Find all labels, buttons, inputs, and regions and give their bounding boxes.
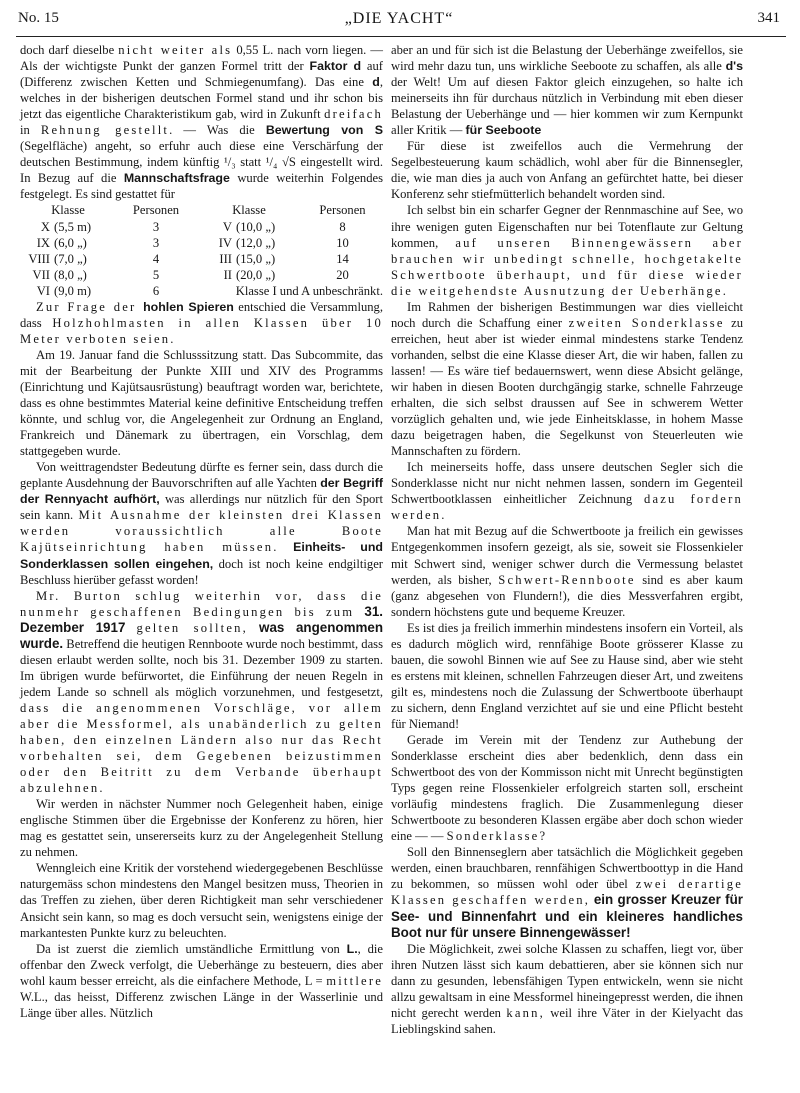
- paragraph: Gerade im Verein mit der Tendenz zur Authebung der Sonderklasse erscheint dies aber bedenklich, denn dass ein Schwertboot des von der Kommisson nicht mit Unrecht begünstigten Typs gegen reine Flossenkieler erfolgreich starten soll, erscheint vorläufig mindestens fraglich. Die Zusammenlegung dieser Schwertboote zu besonderen Klassen ergäbe aber doch schon wieder eine — — Sonderklasse?: [391, 733, 743, 844]
- page-number: 341: [757, 10, 780, 26]
- paragraph: Da ist zuerst die ziemlich umständliche Ermittlung von L., die offenbar den Zweck verfolgt, die Ueberhänge zu besteuern, dies aber wohl kaum besser erreicht, als die einfachere Methode, L = mittlere W.L., das heisst, Differenz zwischen Länge in der Wasserlinie und Länge über alles. Nützlich: [20, 941, 384, 1020]
- paragraph: Mr. Burton schlug weiterhin vor, dass die nunmehr geschaffenen Bedingungen bis zum 31. Dezember 1917 gelten sollten, was angenommen wurde. Betreffend die heutigen Rennboote wurde noch bestimmt, dass diesen erlaubt werden sollte, noch bis 31. Dezember 1909 zu starten. Im übrigen wurde befürwortet, die Einführung der neuen Regeln in jedem Lande so schnell als möglich vorzunehmen, und festgesetzt, dass die angenommenen Vorschläge, vor allem aber die Messformel, als unabänderlich zu gelten haben, den einzelnen Ländern also nur das Recht vorbehalten sei, dem Gegebenen beizustimmen oder den Beitritt zu dem Verbande überhaupt abzulehnen.: [20, 588, 384, 796]
- paragraph: Von weittragendster Bedeutung dürfte es ferner sein, dass durch die geplante Ausdehnung der Bauvorschriften auf alle Yachten der Begriff der Rennyacht aufhört, was allerdings nur nützlich für den Sport sein kann. Mit Ausnahme der kleinsten drei Klassen werden voraussichtlich alle Boote Kajütseinrichtung haben müssen. Einheits- und Sonderklassen sollen eingehen, doch ist noch keine endgiltiger Beschluss hierüber gefasst worden!: [20, 460, 383, 587]
- paragraph: Die Möglichkeit, zwei solche Klassen zu schaffen, liegt vor, über ihren Nutzen lässt sich kaum debattieren, aber sie können sich nur dann zu gesunden, lebensfähigen Typen entwickeln, wenn sie nicht allzu gewaltsam in eine Messformel hineingepresst werden, die ihnen nicht gerecht werden kann, weil ihre Väter in der Kielyacht das Lieblingskind sahen.: [391, 941, 743, 1036]
- paragraph: Für diese ist zweifellos auch die Vermehrung der Segelbesteuerung kaum schädlich, wohl aber für die Binnensegler, die, wie man dies ja auch von Anfang an gefürchtet hatte, bei dieser Konferenz sehr stiefmütterlich behandelt worden sind.: [391, 139, 743, 202]
- paragraph: Ich meinerseits hoffe, dass unsere deutschen Segler sich die Sonderklasse nicht nur nicht nehmen lassen, sondern im Gegenteil Schwertbootklassen einheitlicher Zeichnung dazu fordern werden.: [391, 460, 743, 523]
- paragraph: doch darf dieselbe nicht weiter als 0,55 L. nach vorn liegen. — Als der wichtigste Punkt der ganzen Formel tritt der Faktor d auf (Differenz zwischen Ketten und Schmiegenumfang). Das eine d, welches in der bisherigen deutschen Formel stand und ihr schon bis jetzt das eigentliche Charakteristikum gab, wird in Zukunft dreifach in Rehnung gestellt. — Was die Bewertung von S (Segelfläche) angeht, so erfuhr auch diese eine Verschärfung der deutschen Bestimmung, indem künftig ¹/₃ statt ¹/₄ √S eingestellt wird. In Bezug auf die Mannschaftsfrage wurde weiterhin Folgendes festgelegt. Es sind gestattet für: [20, 43, 383, 202]
- crew-table: [20, 202, 383, 298]
- table-header-row: [20, 202, 383, 218]
- paragraph: aber an und für sich ist die Belastung der Ueberhänge zweifellos, sie wird mehr dazu tun, uns wirkliche Seeboote zu schaffen, als alle d's der Welt! Um auf diesen Faktor gleich einzugehen, so halte ich meinerseits ihn für durchaus nützlich in Verbindung mit eben dieser Belastung der Ueberhänge und — hier kommen wir zum Kernpunkt aller Kritik — für Seeboote: [391, 43, 743, 138]
- table-row: VIII (7,0 „) 4 III (15,0 „) 14: [28, 251, 349, 266]
- table-row: VII (8,0 „) 5 II (20,0 „) 20: [32, 267, 349, 282]
- table-header: Klasse: [51, 203, 85, 218]
- paragraph: Im Rahmen der bisherigen Bestimmungen war dies vielleicht noch durch die Schaffung einer zweiten Sonderklasse zu erreichen, heut aber ist wieder einmal mindestens starke Tendenz vorhanden, selbst die eine Klasse dieser Art, die wir haben, fallen zu lassen! — Es wäre tief bedauernswert, wenn diese Absicht gelänge, wir haben in diesen Booten durchgängig starke, schnelle Fahrzeuge erhalten, die sich selbst draussen auf See in schwerem Wetter vorzüglich gehalten und, wie jede Einheitsklasse, in hohem Masse dazu beigetragen haben, die Segelkunst von Steuerleuten wie Mannschaften zu fördern.: [391, 299, 743, 459]
- table-header: Klasse: [232, 203, 266, 218]
- table-row: VI (9,0 m) 6 Klasse I und A unbeschränkt.: [36, 283, 383, 298]
- header-rule: [16, 36, 786, 37]
- table-row: IX (6,0 „) 3 IV (12,0 „) 10: [36, 235, 349, 250]
- table-header: Personen: [319, 203, 366, 218]
- paragraph: Man hat mit Bezug auf die Schwertboote ja freilich ein gewisses Entgegenkommen insofern gezeigt, als sie, soweit sie Flossenkieler mit Schwert sind, weniger schwer durch die Vermessung belastet werden, als bisher, Schwert-Rennboote sind es aber kaum (ganz abgesehen von Flundern!), die dies Messverfahren ergibt, sondern höchstens gute und bequeme Kreuzer.: [391, 524, 743, 619]
- table-row: X (5,5 m) 3 V (10,0 „) 8: [40, 219, 346, 234]
- left-column: [20, 42, 383, 1021]
- issue-number: No. 15: [18, 10, 59, 26]
- paragraph: Wir werden in nächster Nummer noch Gelegenheit haben, einige englische Stimmen über die Ergebnisse der Konferenz zu hören, hier mag es gestattet sein, unsererseits kurz zu der Angelegenheit Stellung zu nehmen.: [20, 797, 383, 860]
- page-header: [14, 10, 784, 32]
- journal-title: „DIE YACHT“: [344, 10, 454, 27]
- paragraph: Soll den Binnenseglern aber tatsächlich die Möglichkeit gegeben werden, einen brauchbaren, rennfähigen Schwertboottyp in die Hand zu bekommen, so müssen wohl oder übel zwei derartige Klassen geschaffen werden, ein grosser Kreuzer für See- und Binnenfahrt und ein kleineres handliches Boot nur für unsere Binnengewässer!: [391, 845, 743, 940]
- paragraph: Ich selbst bin ein scharfer Gegner der Rennmaschine auf See, wo ihre wenigen guten Eigenschaften nur bei Totenflaute zur Geltung kommen, auf unseren Binnengewässern aber brauchen wir unbedingt schnelle, hochgetakelte Schwertboote überhaupt, und für diese wieder die weitgehendste Ausnutzung der Ueberhänge.: [391, 203, 744, 298]
- table-header: Personen: [132, 203, 180, 218]
- paragraph: Es ist dies ja freilich immerhin mindestens insofern ein Vorteil, als es dadurch möglich wird, rennfähige Boote grösserer Klasse zu bauen, die sowohl Binnen wie auf See zu Hause sind, aber wie steht es erstens mit kleinen, schnellen Fahrzeugen dieser Art, und zweitens gilt es, mindestens noch die Zulassung der Schwertboote überhaupt zu sichern, denn England verzichtet auf sie und eine Pflicht besteht für Niemand!: [391, 620, 743, 731]
- paragraph: Zur Frage der hohlen Spieren entschied die Versammlung, dass Holzhohlmasten in allen Klassen über 10 Meter verboten seien.: [20, 299, 384, 346]
- paragraph: Am 19. Januar fand die Schlusssitzung statt. Das Subcommite, das mit der Bearbeitung der Punkte XIII und XIV des Programms (Einrichtung und Kajütsausrüstung) beauftragt worden war, berichtete, dass es ohne bestimmtes Material keine definitive Entscheidung treffen könnte, und schlug vor, die Angelegenheit zur Ordnung an England, Frankreich und Dänemark zu übertragen, ein Vorschlag, dem stattgegeben wurde.: [20, 347, 383, 459]
- right-column: [391, 42, 743, 1037]
- paragraph: Wenngleich eine Kritik der vorstehend wiedergegebenen Beschlüsse naturgemäss schon mindestens den Mangel besitzen muss, Theorien in das Treffen zu ziehen, über deren Richtigkeit man sehr verschiedener Ansicht sein kann, so mag es doch versucht sein, wenigstens einige der markantesten Punkte kurz zu beleuchten.: [20, 861, 383, 940]
